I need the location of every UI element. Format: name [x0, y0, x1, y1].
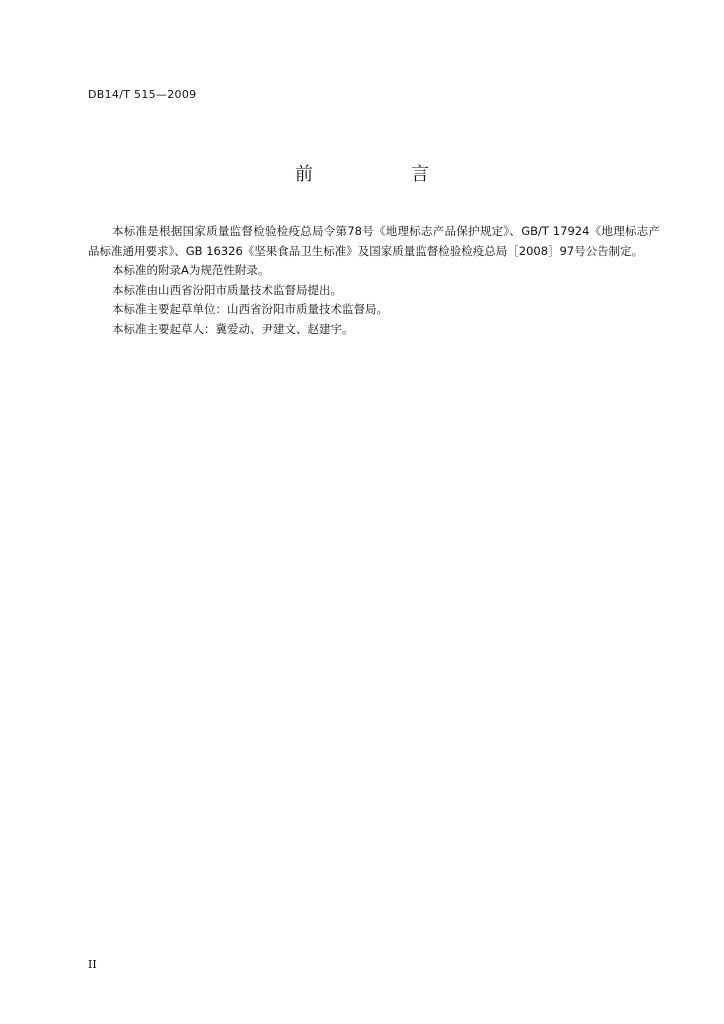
paragraph-basis: 本标准是根据国家质量监督检验检疫总局令第78号《地理标志产品保护规定》、GB/T 17924《地理标志产品标准通用要求》、GB 16326《坚果食品卫生标准》及国家质量监督检验检疫总局［2008］97号公告制定。 [88, 224, 660, 258]
paragraph-drafting-unit: 本标准主要起草单位：山西省汾阳市质量技术监督局。 [112, 302, 388, 316]
paragraph-appendix: 本标准的附录A为规范性附录。 [112, 263, 270, 277]
foreword-body [88, 222, 660, 339]
paragraph-drafters: 本标准主要起草人：冀爱动、尹建文、赵建宇。 [112, 321, 354, 336]
paragraph-proposer: 本标准由山西省汾阳市质量技术监督局提出。 [112, 282, 342, 297]
document-code: DB14/T 515—2009 [88, 88, 197, 101]
page-number: II [88, 958, 97, 971]
page-title: 前 言 [295, 164, 469, 185]
